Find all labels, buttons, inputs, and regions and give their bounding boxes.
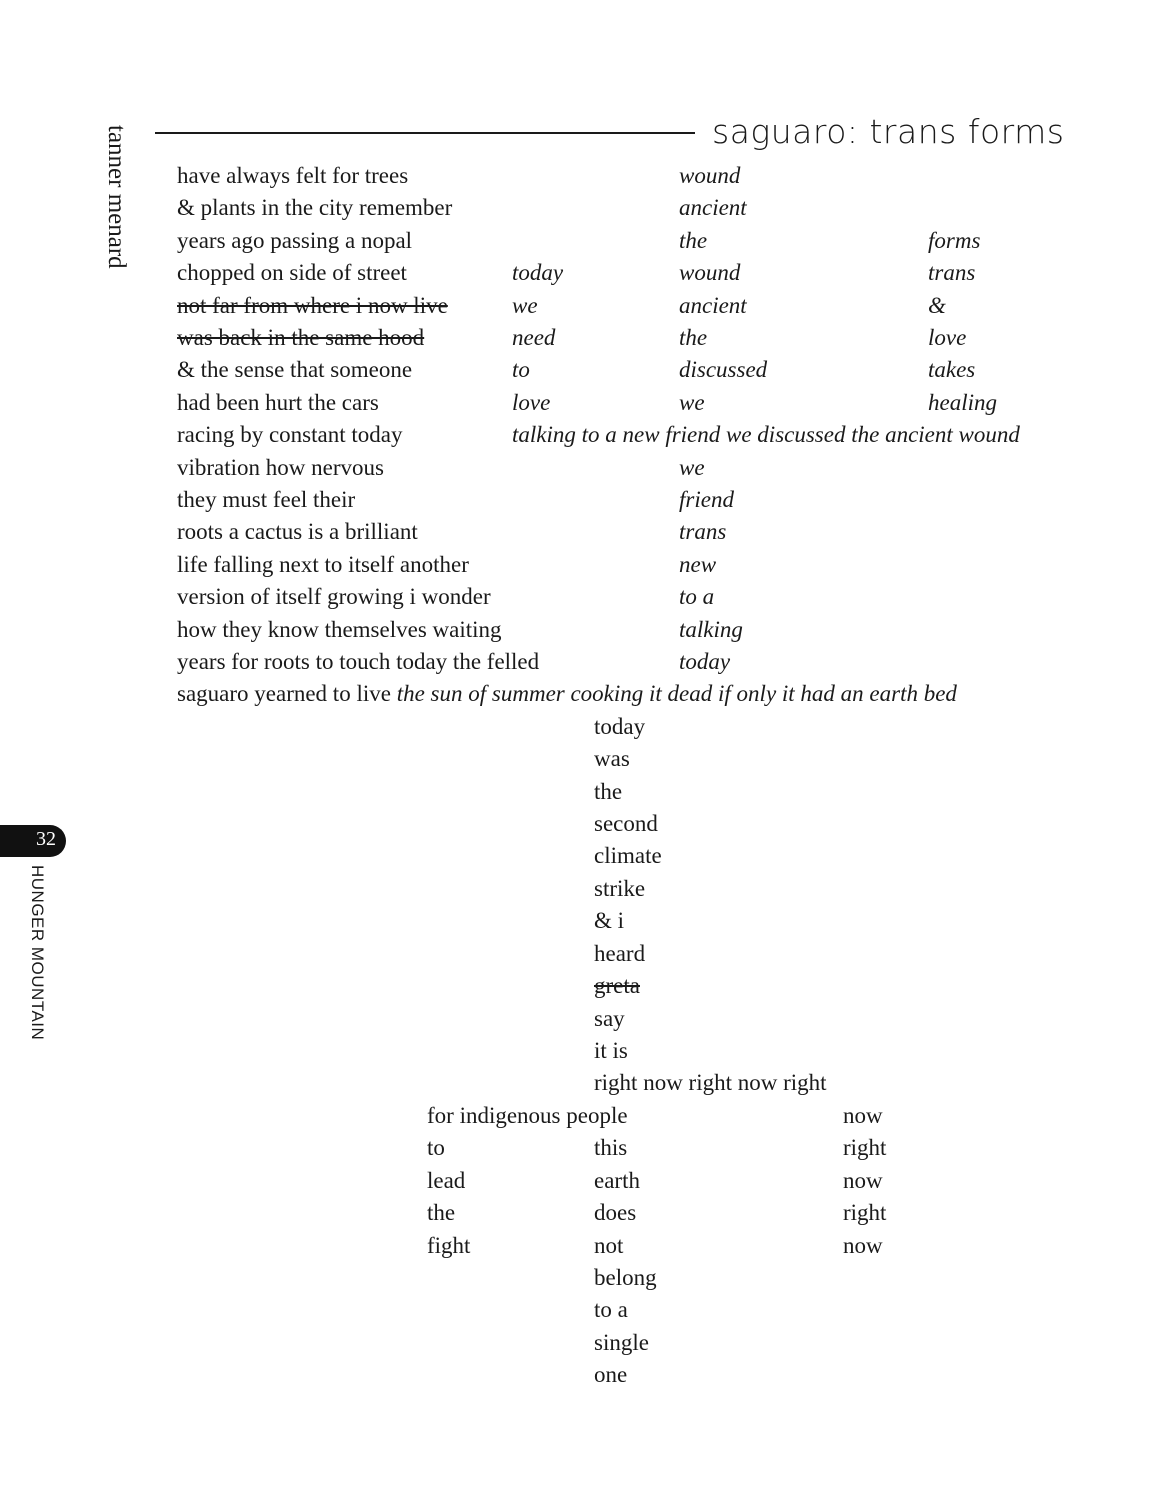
poem-line: & the sense that someone [177,357,413,382]
poem-word: need [512,325,556,350]
poem-word: the [679,228,708,253]
poem-line: for indigenous people [427,1103,628,1128]
magazine-name: HUNGER MOUNTAIN [28,865,47,1041]
poem-word: we [679,390,705,415]
poem-line: years ago passing a nopal [177,228,413,253]
poem-word: we [512,293,538,318]
struck-poem-line: was back in the same hood [177,325,425,350]
poem-line: chopped on side of street [177,260,407,285]
poem-word: friend [679,487,734,512]
poem-word: love [512,390,551,415]
poem-word: heard [594,941,646,966]
author-name: tanner menard [103,125,130,269]
poem-line: they must feel their [177,487,356,512]
poem-word: wound [679,163,741,188]
poem-line: talking to a new friend we discussed the ancient wound [512,422,1020,447]
poem-word: ancient [679,195,747,220]
poem-word: to [512,357,530,382]
poem-word: strike [594,876,646,901]
poem-word: not [594,1233,624,1258]
poem-line: right now right now right [594,1070,827,1095]
poem-line: & plants in the city remember [177,195,453,220]
poem-word: ancient [679,293,747,318]
poem-word: now [843,1103,883,1128]
poem-word: it is [594,1038,628,1063]
poem-word: healing [928,390,997,415]
poem-word: discussed [679,357,768,382]
poem-line: how they know themselves waiting [177,617,502,642]
poem-word: today [594,714,646,739]
poem-line: life falling next to itself another [177,552,469,577]
poem-word: earth [594,1168,640,1193]
poem-word: belong [594,1265,657,1290]
poem-word: the [427,1200,456,1225]
poem-word: talking [679,617,743,642]
poem-word: & [928,293,946,318]
page-number-tab [0,825,66,857]
poem-word: right [843,1135,887,1160]
page-number: 32 [36,828,56,850]
poem-line: vibration how nervous [177,455,384,480]
poem-line: racing by constant today [177,422,403,447]
poem-line: roots a cactus is a brilliant [177,519,418,544]
struck-poem-word: greta [594,973,640,998]
poem-title: saguaro: trans forms [712,112,1065,151]
poem-word: say [594,1006,625,1031]
poem-word: to [427,1135,445,1160]
poem-word: & i [594,908,625,933]
poem-line: have always felt for trees [177,163,409,188]
poem-word: to a [594,1297,628,1322]
poem-word: this [594,1135,628,1160]
poem-line-text: saguaro yearned to live [177,681,391,706]
struck-poem-line: not far from where i now live [177,293,448,318]
poem-word: wound [679,260,741,285]
poem-word: now [843,1233,883,1258]
poem-word: trans [928,260,976,285]
poem-line: version of itself growing i wonder [177,584,491,609]
poem-word: trans [679,519,727,544]
poem-line-italic: the sun of summer cooking it dead if only it had an earth bed [396,681,957,706]
poem-line: had been hurt the cars [177,390,379,415]
poem-word: the [594,779,623,804]
title-rule [155,132,695,134]
poem-word: climate [594,843,662,868]
poem-word: now [843,1168,883,1193]
poem-word: second [594,811,658,836]
poem-word: today [679,649,731,674]
poem-word: fight [427,1233,471,1258]
poem-word: the [679,325,708,350]
poem-word: lead [427,1168,466,1193]
poem-word: new [679,552,717,577]
poem-word: love [928,325,967,350]
poem-word: right [843,1200,887,1225]
poem-line: years for roots to touch today the felled [177,649,540,674]
poem-word: takes [928,357,976,382]
poem-line [177,680,957,708]
poem-word: does [594,1200,637,1225]
poem-word: one [594,1362,628,1387]
poem-word: we [679,455,705,480]
poem-word: today [512,260,564,285]
poem-word: to a [679,584,715,609]
poem-word: forms [928,228,981,253]
poem-word: was [594,746,630,771]
poem-word: single [594,1330,649,1355]
